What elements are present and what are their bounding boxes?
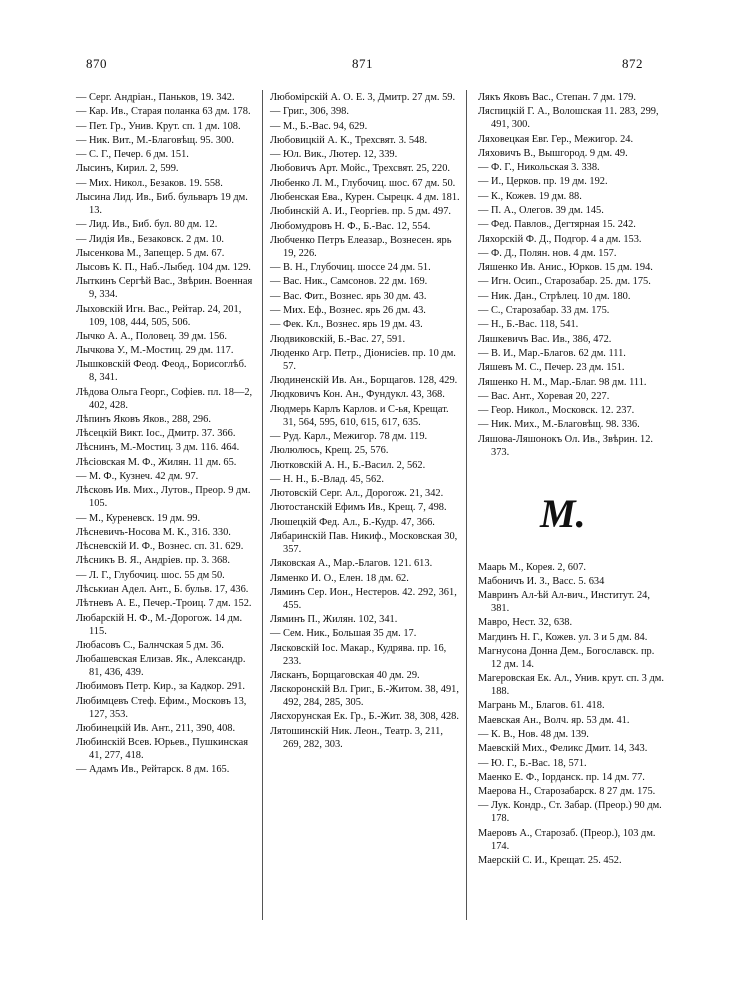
directory-entry: Мабоничъ И. З., Васс. 5. 634 (478, 575, 605, 587)
directory-entry: Любовичъ Арт. Мойс., Трехсвят. 25, 220. (270, 163, 451, 175)
directory-entry: Лышковскій Феод. Феод., Борисоглѣб. 8, 341. (76, 359, 247, 384)
directory-entry: — Мих. Никол., Безаков. 19. 558. (76, 177, 223, 189)
directory-entry: — Фед. Павлов., Дегтярная 15. 242. (478, 219, 636, 231)
directory-entry: Лѣснинъ, М.-Мостиц. 3 дм. 116. 464. (76, 442, 240, 454)
directory-entry: — Вас. Фит., Вознес. ярь 30 дм. 43. (270, 290, 427, 302)
directory-entry: Любасовъ С., Балнчская 5 дм. 36. (76, 639, 224, 651)
directory-entry: Ляшевъ М. С., Печер. 23 дм. 151. (478, 362, 625, 374)
directory-entry: Любенская Ева., Курен. Сырецк. 4 дм. 181. (270, 192, 460, 204)
directory-entry: — Фек. Кл., Вознес. ярь 19 дм. 43. (270, 319, 423, 331)
directory-entry: — Ник. Дан., Стрѣлец. 10 дм. 180. (478, 290, 631, 302)
directory-entry: Людвиковскій, Б.-Вас. 27, 591. (270, 333, 406, 345)
directory-entry: — Лидія Ив., Безаковск. 2 дм. 10. (76, 233, 225, 245)
directory-entry: Лычко А. А., Половец. 39 дм. 156. (76, 330, 227, 342)
directory-entry: Любинецкій Ив. Ант., 211, 390, 408. (76, 722, 236, 734)
directory-entry: — Руд. Карл., Межигор. 78 дм. 119. (270, 430, 428, 442)
directory-entry: — К., Кожев. 19 дм. 88. (478, 190, 582, 202)
column-divider (262, 90, 263, 920)
directory-entry: Маевскій Мих., Феликс Дмит. 14, 343. (478, 743, 648, 755)
directory-column-left (76, 92, 256, 779)
directory-entry: Ляшова-Ляшонокъ Ол. Ив., Звѣрин. 12. 373. (478, 433, 654, 458)
directory-entry: Лясхорунская Ек. Гр., Б.-Жит. 38, 308, 428. (270, 711, 459, 723)
directory-entry: Любинскій Всев. Юрьев., Пушкинская 41, 277, 418. (76, 737, 248, 762)
directory-entry: Лятошинскій Ник. Леон., Театр. 3, 211, 269, 282, 303. (270, 725, 443, 750)
directory-entry: Лыховскій Игн. Вас., Рейтар. 24, 201, 109, 108, 444, 505, 506. (76, 303, 242, 328)
directory-entry: — Сем. Ник., Большая 35 дм. 17. (270, 628, 417, 640)
directory-entry: — М. Ф., Кузнеч. 42 дм. 97. (76, 471, 199, 483)
directory-entry: — Кар. Ив., Старая поланка 63 дм. 178. (76, 106, 251, 118)
directory-entry: Лыткинъ Сергѣй Вас., Звѣрин. Военная 9, 334. (76, 276, 253, 301)
directory-entry: Любимцевъ Стеф. Ефим., Московъ 13, 127, 353. (76, 695, 247, 720)
directory-entry: Лясковскій Іос. Макар., Кудрява. пр. 16, 233. (270, 642, 447, 667)
directory-entry: Мавро, Нест. 32, 638. (478, 617, 573, 629)
page-number-right: 872 (622, 56, 643, 71)
directory-entry: Лѣдова Ольга Георг., Софіев. пл. 18—2, 402, 428. (76, 386, 253, 411)
directory-entry: Маевская Ан., Волч. яр. 53 дм. 41. (478, 714, 630, 726)
directory-entry: — П. А., Олегов. 39 дм. 145. (478, 204, 604, 216)
directory-entry: Лютковскій А. Н., Б.-Васил. 2, 562. (270, 459, 426, 471)
directory-entry: Люденко Агр. Петр., Діонисіев. пр. 10 дм. 57. (270, 347, 456, 372)
directory-list (478, 562, 666, 868)
directory-entry: Люлюлюсь, Крещ. 25, 576. (270, 445, 389, 457)
directory-entry: Лѣсникъ В. Я., Андріев. пр. 3. 368. (76, 555, 230, 567)
directory-entry: — Мих. Еф., Вознес. ярь 26 дм. 43. (270, 305, 426, 317)
directory-entry: Любимовъ Петр. Кир., за Кадкор. 291. (76, 681, 245, 693)
directory-entry: — Ф. Г., Никольская 3. 338. (478, 162, 600, 174)
directory-entry: — Пет. Гр., Унив. Крут. сп. 1 дм. 108. (76, 120, 241, 132)
directory-entry: Лютовскій Серг. Ал., Дорогож. 21, 342. (270, 488, 444, 500)
directory-list (478, 92, 666, 460)
directory-entry: Любинскій А. И., Георгіев. пр. 5 дм. 497. (270, 206, 451, 218)
directory-entry: Ляспицкій Г. А., Волошская 11. 283, 299, 491, 300. (478, 106, 659, 131)
directory-entry: — Геор. Никол., Московск. 12. 237. (478, 405, 635, 417)
directory-entry: Ляковская А., Мар.-Благов. 121. 613. (270, 558, 433, 570)
directory-entry: Лѣсневскій И. Ф., Вознес. сп. 31. 629. (76, 541, 244, 553)
section-letter-heading: М. (540, 490, 586, 536)
directory-entry: Магнусона Донна Дем., Богославск. пр. 12 дм. 14. (478, 645, 655, 670)
directory-entry: Магеровская Ек. Ал., Унив. крут. сп. 3 дм. 188. (478, 673, 664, 698)
directory-entry: Лысенкова М., Запещер. 5 дм. 67. (76, 247, 225, 259)
directory-entry: — Игн. Осип., Старозабар. 25. дм. 175. (478, 276, 651, 288)
directory-entry: — С., Старозабар. 33 дм. 175. (478, 305, 610, 317)
directory-entry: — Лук. Кондр., Ст. Забар. (Преор.) 90 дм. 178. (478, 800, 662, 825)
directory-column-right (478, 92, 666, 869)
directory-entry: Любарскій Н. Ф., М.-Дорогож. 14 дм. 115. (76, 612, 243, 637)
directory-entry: Ляхорскій Ф. Д., Подгор. 4 а дм. 153. (478, 233, 642, 245)
directory-entry: Лѣсневичъ-Носова М. К., 316. 330. (76, 526, 231, 538)
directory-entry: Ляминъ Сер. Ион., Нестеров. 42. 292, 361, 455. (270, 586, 457, 611)
directory-entry: Ляменко И. О., Елен. 18 дм. 62. (270, 572, 409, 584)
directory-entry: Маерова Н., Старозабарск. 8 27 дм. 175. (478, 786, 656, 798)
directory-entry: Лѣпинъ Яковъ Яков., 288, 296. (76, 413, 211, 425)
directory-entry: — Адамъ Ив., Рейтарск. 8 дм. 165. (76, 764, 230, 776)
directory-entry: Лѣсецкій Викт. Іос., Дмитр. 37. 366. (76, 428, 236, 440)
directory-entry: Ляховецкая Евг. Гер., Межигор. 24. (478, 133, 634, 145)
directory-entry: Ляховичъ В., Вышгород. 9 дм. 49. (478, 147, 628, 159)
directory-entry: — Л. Г., Глубочиц. шос. 55 дм 50. (76, 569, 225, 581)
directory-entry: Лѣсковъ Ив. Мих., Лутов., Преор. 9 дм. 105. (76, 485, 251, 510)
directory-entry: Ляшкевичъ Вас. Ив., 386, 472. (478, 333, 612, 345)
directory-entry: Людмерь Карлъ Карлов. и С-ья, Крещат. 31, 564, 595, 610, 615, 617, 635. (270, 403, 449, 428)
directory-entry: Маерскій С. И., Крещат. 25. 452. (478, 854, 622, 866)
page-number-left: 870 (86, 56, 107, 71)
directory-entry: Лякъ Яковъ Вас., Степан. 7 дм. 179. (478, 92, 636, 103)
page-number-middle: 871 (352, 56, 373, 71)
directory-entry: — Ю. Г., Б.-Вас. 18, 571. (478, 757, 587, 769)
directory-entry: Маенко Е. Ф., Іорданск. пр. 14 дм. 77. (478, 771, 645, 783)
directory-entry: Магрань М., Благов. 61. 418. (478, 700, 605, 712)
directory-entry: Маеровъ А., Старозаб. (Преор.), 103 дм. 174. (478, 827, 656, 852)
directory-entry: — Лид. Ив., Биб. бул. 80 дм. 12. (76, 219, 218, 231)
directory-entry: Лысина Лид. Ив., Биб. бульваръ 19 дм. 13. (76, 192, 248, 216)
directory-entry: Лябаринскій Пав. Никиф., Московская 30, 357. (270, 531, 458, 555)
directory-entry: — К. В., Нов. 48 дм. 139. (478, 728, 589, 740)
directory-entry: Лычкова У., М.-Мостиц. 29 дм. 117. (76, 345, 234, 357)
directory-entry: Лѣтневъ А. Е., Печер.-Троиц. 7 дм. 152. (76, 598, 252, 610)
directory-entry: Люшецкій Фед. Ал., Б.-Кудр. 47, 366. (270, 516, 435, 528)
directory-entry: Людковичъ Кон. Ан., Фундукл. 43, 368. (270, 389, 445, 401)
directory-entry: — Серг. Андріан., Паньков, 19. 342. (76, 92, 235, 103)
directory-entry: Лысинъ, Кирил. 2, 599. (76, 163, 179, 175)
directory-entry: — Ник. Вит., М.-Благовѣщ. 95. 300. (76, 134, 234, 146)
directory-entry: Любомірскій А. О. Е. 3, Дмитр. 27 дм. 59. (270, 92, 456, 103)
directory-entry: Любовицкій А. К., Трехсвят. 3. 548. (270, 134, 428, 146)
directory-entry: Лѣськиан Адел. Ант., Б. бульв. 17, 436. (76, 584, 249, 596)
directory-entry: Лѣсіовская М. Ф., Жилян. 11 дм. 65. (76, 456, 237, 468)
directory-entry: — М., Куреневск. 19 дм. 99. (76, 512, 201, 524)
directory-entry: Любченко Петръ Елеазар., Вознесен. ярь 19, 226. (270, 234, 452, 259)
directory-entry: Ляшенко Ив. Анис., Юрков. 15 дм. 194. (478, 262, 653, 274)
directory-entry: Мавринъ Ал-ѣй Ал-вич., Институт. 24, 381. (478, 590, 650, 615)
directory-entry: — И., Церков. пр. 19 дм. 192. (478, 176, 608, 188)
directory-entry: — В. И., Мар.-Благов. 62 дм. 111. (478, 347, 626, 359)
directory-entry: Ляминъ П., Жилян. 102, 341. (270, 614, 398, 626)
directory-entry: — Юл. Вик., Лютер. 12, 339. (270, 149, 398, 161)
directory-entry: — Вас. Ник., Самсонов. 22 дм. 169. (270, 276, 428, 288)
directory-entry: — С. Г., Печер. 6 дм. 151. (76, 149, 189, 161)
directory-entry: — Н. Н., Б.-Влад. 45, 562. (270, 473, 384, 485)
directory-entry: — Вас. Ант., Хоревая 20, 227. (478, 390, 610, 402)
directory-entry: — Н., Б.-Вас. 118, 541. (478, 319, 579, 331)
directory-entry: Любашевская Елизав. Як., Александр. 81, 436, 439. (76, 654, 246, 679)
directory-entry: — Григ., 306, 398. (270, 106, 349, 118)
directory-entry: Любенко Л. М., Глубочиц. шос. 67 дм. 50. (270, 177, 456, 189)
directory-entry: Лысовъ К. П., Наб.-Лыбед. 104 дм. 129. (76, 262, 251, 274)
directory-entry: — Ник. Мих., М.-Благовѣщ. 98. 336. (478, 419, 640, 431)
directory-entry: Ляскоронскій Вл. Григ., Б.-Житом. 38, 491, 492, 284, 285, 305. (270, 684, 459, 709)
directory-column-middle (270, 92, 460, 753)
directory-entry: — М., Б.-Вас. 94, 629. (270, 120, 368, 132)
directory-entry: Людиненскій Ив. Ан., Борщагов. 128, 429. (270, 375, 458, 387)
directory-entry: — Ф. Д., Полян. нов. 4 дм. 157. (478, 247, 617, 259)
directory-entry: Магдинъ Н. Г., Кожев. ул. 3 и 5 дм. 84. (478, 631, 648, 643)
directory-entry: — В. Н., Глубочиц. шоссе 24 дм. 51. (270, 262, 431, 274)
directory-entry: Лясканъ, Борщаговская 40 дм. 29. (270, 669, 420, 681)
directory-entry: Маарь М., Корея. 2, 607. (478, 561, 586, 573)
directory-entry: Любомудровъ Н. Ф., Б.-Вас. 12, 554. (270, 220, 431, 232)
directory-entry: Ляшенко Н. М., Мар.-Благ. 98 дм. 111. (478, 376, 647, 388)
directory-entry: Лютостанскій Ефимъ Ив., Крещ. 7, 498. (270, 502, 447, 514)
column-divider (466, 90, 467, 920)
